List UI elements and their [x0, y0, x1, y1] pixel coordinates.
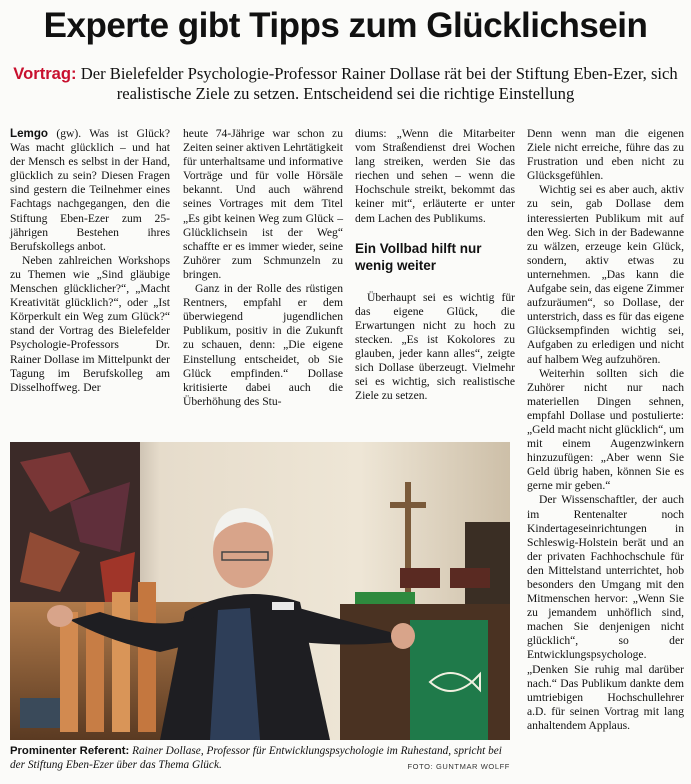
photo-credit: FOTO: GUNTMAR WOLFF: [407, 762, 510, 771]
photo-illustration: [10, 442, 510, 740]
article-column-4: [527, 127, 684, 733]
article-photo: [10, 442, 510, 740]
article-paragraph: Neben zahlreichen Workshops zu Themen wie „Sind gläubige Menschen glücklicher?“, „Macht Kreativität glücklich?“, oder „Ist Körperkult ein Weg zum Glück?“ stand der Vortrag des Bielefelder Psychologie-Professors Dr. Rainer Dollase im Mittelpunkt der Tagung im Berufskolleg am Disselhoffweg. Der: [10, 253, 170, 394]
article-paragraph: heute 74-Jährige war schon zu Zeiten seiner aktiven Lehrtätigkeit für unterhaltsame und informative Vorträge und für volle Hörsäle bekannt. Und auch während seines Vortrages mit dem Titel „Es gibt keinen Weg zum Glück – Glücklichsein ist der Weg“ schaffte er es immer wieder, seine Zuhörer zum Schmunzeln zu bringen.: [183, 127, 343, 281]
article-paragraph: Wichtig sei es aber auch, aktiv zu sein, gab Dollase dem interessierten Publikum mit auf den Weg. Sich in der Badewanne zu wälzen, erzeuge kein Glück, sondern, aktiv etwas zu unternehmen. „Das kann die Aufgabe sein, das eigene Zimmer aufzuräumen“, so Dollase, der unterstrich, dass es für das eigene Glücksempfinden wichtig sei, Aufgaben zu erledigen und nicht auf halbem Weg aufzuhören.: [527, 183, 684, 366]
subline-text: Der Bielefelder Psychologie-Professor Rainer Dollase rät bei der Stiftung Eben-Ezer, sich realistische Ziele zu setzen. Entscheidend sei die richtige Einstellung: [76, 64, 678, 103]
subline: [10, 64, 681, 104]
headline: Experte gibt Tipps zum Glücklichsein: [43, 6, 648, 45]
paragraph-text: (gw). Was ist Glück? Was macht glücklich – und hat der Mensch es selbst in der Hand, glücklich zu sein? Diesen Fragen sind gestern die Teilnehmer eines Fachtags nachgegangen, den die Stiftung Eben-Ezer zum 25-jährigen Bestehen ihres Berufskollegs anbot.: [10, 127, 170, 253]
article-paragraph: diums: „Wenn die Mitarbeiter vom Straßendienst drei Wochen lang streiken, werden Sie das riechen und sehen – wenn die Hochschule streikt, bekommt das keiner mit“, erläuterte er unter dem Lachen des Publikums.: [355, 127, 515, 225]
dateline: Lemgo: [10, 127, 49, 140]
article-paragraph: Überhaupt sei es wichtig für das eigene Glück, die Erwartungen nicht zu hoch zu stecken. „Es ist Kokolores zu glauben, jeder kann alles“, zeigte sich Dollase überzeugt. Vielmehr sei es wichtig, sich realistische Ziele zu setzen.: [355, 290, 515, 403]
article-column-1: [10, 127, 170, 395]
article-column-3: [355, 127, 515, 403]
article-column-2: [183, 127, 343, 409]
article-paragraph: Denn wenn man die eigenen Ziele nicht erreiche, führe das zu Frustration und eben nicht zu Glücksgefühlen.: [527, 127, 684, 183]
article-paragraph: Weiterhin sollten sich die Zuhörer nicht nur nach materiellen Dingen sehnen, empfahl Dollase und postulierte: „Geld macht nicht glücklich“, um mit einem Augenzwinkern hinzuzufügen: „Aber wenn Sie Geld übrig haben, können Sie es gerne mir geben.“: [527, 366, 684, 493]
caption-label: Prominenter Referent:: [10, 745, 130, 757]
caption-text: Rainer Dollase, Professor für Entwicklungspsychologie im Ruhestand, spricht bei der Stiftung Eben-Ezer über das Thema Glück.: [10, 745, 502, 771]
subheadline: Ein Vollbad hilft nur wenig weiter: [355, 240, 482, 273]
article-paragraph: Der Wissenschaftler, der auch im Rentenalter noch Kindertageseinrichtungen in Schleswig-Holstein berät und an der privaten Fachhochschule für den Mittelstand unterrichtet, hob besonders den Umgang mit den Mitmenschen hervor: „Wenn Sie zu jemandem unhöflich sind, machen Sie denjenigen nicht glücklich“, so der Entwicklungspsychologe. „Denken Sie ruhig mal darüber nach.“ Das Publikum dankte dem umtriebigen Hochschullehrer a.D. für seinen Vortrag mit lang anhaltendem Applaus.: [527, 493, 684, 732]
subline-kicker: Vortrag:: [13, 64, 77, 83]
article-paragraph: Ganz in der Rolle des rüstigen Rentners, empfahl er dem überwiegend jugendlichen Publikum, positiv in die Zukunft zu schauen, denn: „Die eigene Einstellung entscheidet, ob Sie Glück empfinden.“ Dollase kritisierte dabei auch die Überhöhung des Stu-: [183, 282, 343, 408]
article-paragraph: [10, 127, 170, 254]
